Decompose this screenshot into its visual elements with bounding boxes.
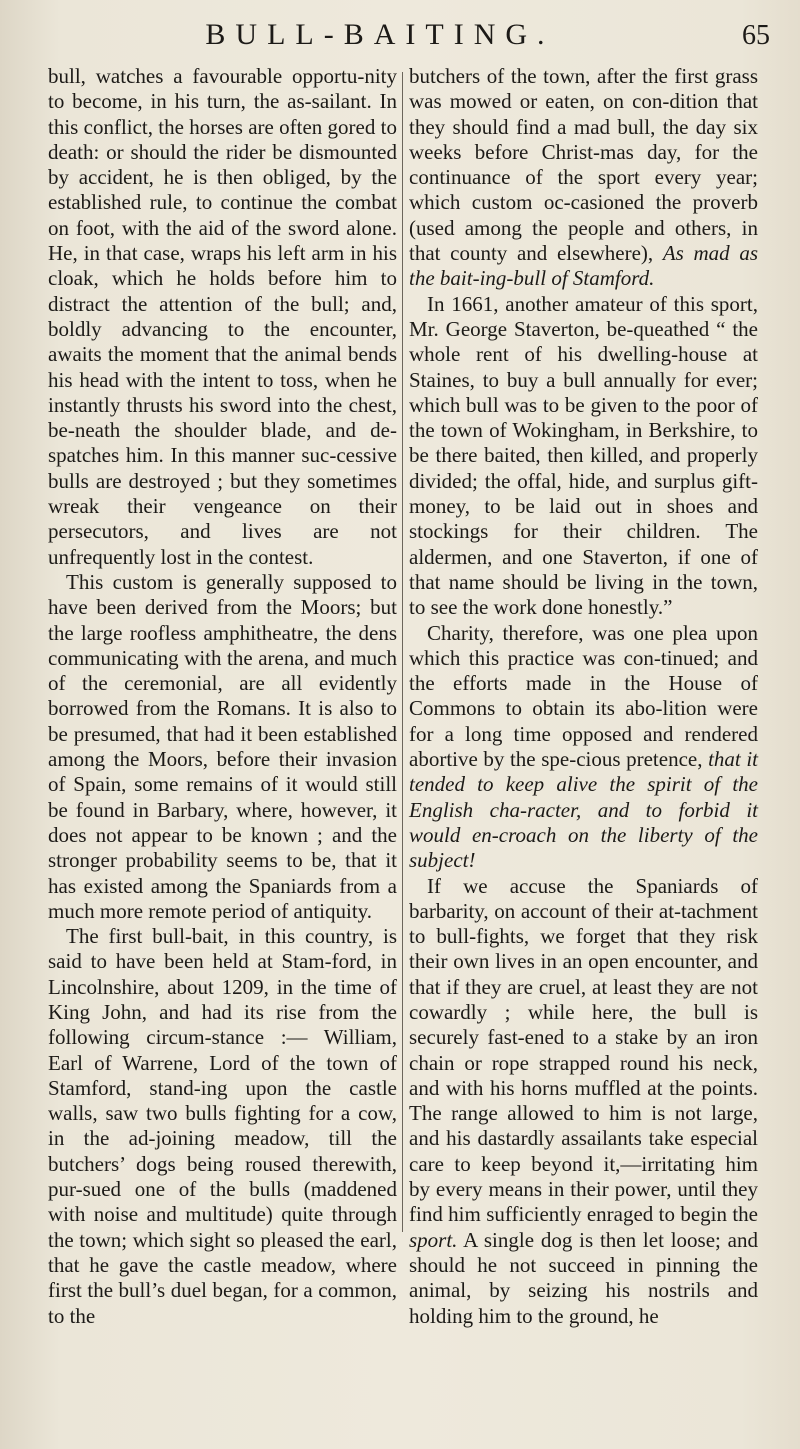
running-head-title: BULL-BAITING. [205, 18, 555, 51]
pretence-italic: that it tended to keep alive the spirit of the English cha-racter, and to forbid it would en-croach on the liberty of the subject! [409, 747, 759, 873]
paragraph-stamford-custom [409, 64, 758, 292]
text-columns [48, 64, 784, 1434]
paragraph-bullfight-combat: bull, watches a favourable opportu-nity to become, in his turn, the as-sailant. In this conflict, the horses are often gored to death: or should the rider be dismounted by accident, he is then obliged, by the established rule, to continue the combat on foot, with the aid of the sword alone. He, in that case, wraps his left arm in his cloak, which he holds before him to distract the attention of the bull; and, boldly advancing to the encounter, awaits the moment that the animal bends his head with the intent to toss, when he instantly thrusts his sword into the chest, be-neath the shoulder blade, and de-spatches him. In this manner suc-cessive bulls are destroyed ; but they sometimes wreak their vengeance on their persecutors, and lives are not unfrequently lost in the contest. [48, 64, 397, 569]
paragraph-first-bull-bait: The first bull-bait, in this country, is said to have been held at Stam-ford, in Lincolnshire, about 1209, in the time of King John, and had its rise from the following circum-stance :— William, Earl of Warrene, Lord of the town of Stamford, stand-ing upon the castle walls, saw two bulls fighting for a cow, in the ad-joining meadow, till the butchers’ dogs being roused therewith, pur-sued one of the bulls (maddened with noise and multitude) quite through the town; which sight so pleased the earl, that he gave the castle meadow, where first the bull’s duel began, for a common, to the [48, 924, 397, 1328]
paragraph-charity-plea [409, 621, 758, 874]
sport-italic: sport. [409, 1227, 458, 1252]
paragraph-staverton-bequest: In 1661, another amateur of this sport, Mr. George Staverton, be-queathed “ the whole rent of his dwelling-house at Staines, to buy a bull annually for ever; which bull was to be given to the poor of the town of Wokingham, in Berkshire, to be there baited, then killed, and properly divided; the offal, hide, and surplus gift-money, to be laid out in shoes and stockings for their children. The aldermen, and one Staverton, if one of that name should be living in the town, to see the work done honestly.” [409, 291, 758, 620]
proverb-italic: As mad as the bait-ing-bull of Stamford. [409, 241, 758, 291]
running-head [60, 18, 770, 58]
paragraph-text: If we accuse the Spaniards of barbarity, on account of their at-tachment to bull-fights, we forget that they risk their own lives in an open encounter, and that if they are cruel, at least they are not cowardly ; while here, the bull is securely fast-ened to a stake by an iron chain or rope strapped round his neck, and with his horns muffled at the points. The range allowed to him is not large, and his dastardly assailants take especial care to keep beyond it,—irritating him by every means in their power, until they find him sufficiently enraged to begin the [409, 873, 758, 1227]
paragraph-text: A single dog is then let loose; and should he not succeed in pinning the animal, by seizing his nostrils and holding him to the ground, he [409, 1227, 758, 1328]
right-column [409, 64, 758, 1329]
paragraph-text: butchers of the town, after the first grass was mowed or eaten, on con-dition that they should find a mad bull, the day six weeks before Christ-mas day, for the continuance of the sport every year; which custom oc-casioned the proverb (used among the people and others, in that county and elsewhere), [409, 64, 758, 266]
column-divider [402, 72, 403, 1232]
paragraph-moorish-origin: This custom is generally supposed to have been derived from the Moors; but the large roofless amphitheatre, the dens communicating with the arena, and much of the ceremonial, are all evidently borrowed from the Romans. It is also to be presumed, that had it been established among the Moors, before their invasion of Spain, some remains of it would still be found in Barbary, where, however, it does not appear to be known ; and the stronger probability seems to be, that it has existed among the Spaniards from a much more remote period of antiquity. [48, 569, 397, 923]
page-number: 65 [742, 20, 770, 51]
paragraph-text: Charity, therefore, was one plea upon which this practice was con-tinued; and the efforts made in the House of Commons to obtain its abo-lition were for a long time opposed and rendered abortive by the spe-cious pretence, [409, 620, 758, 772]
paragraph-spaniards-comparison [409, 874, 758, 1329]
left-column [48, 64, 397, 1329]
